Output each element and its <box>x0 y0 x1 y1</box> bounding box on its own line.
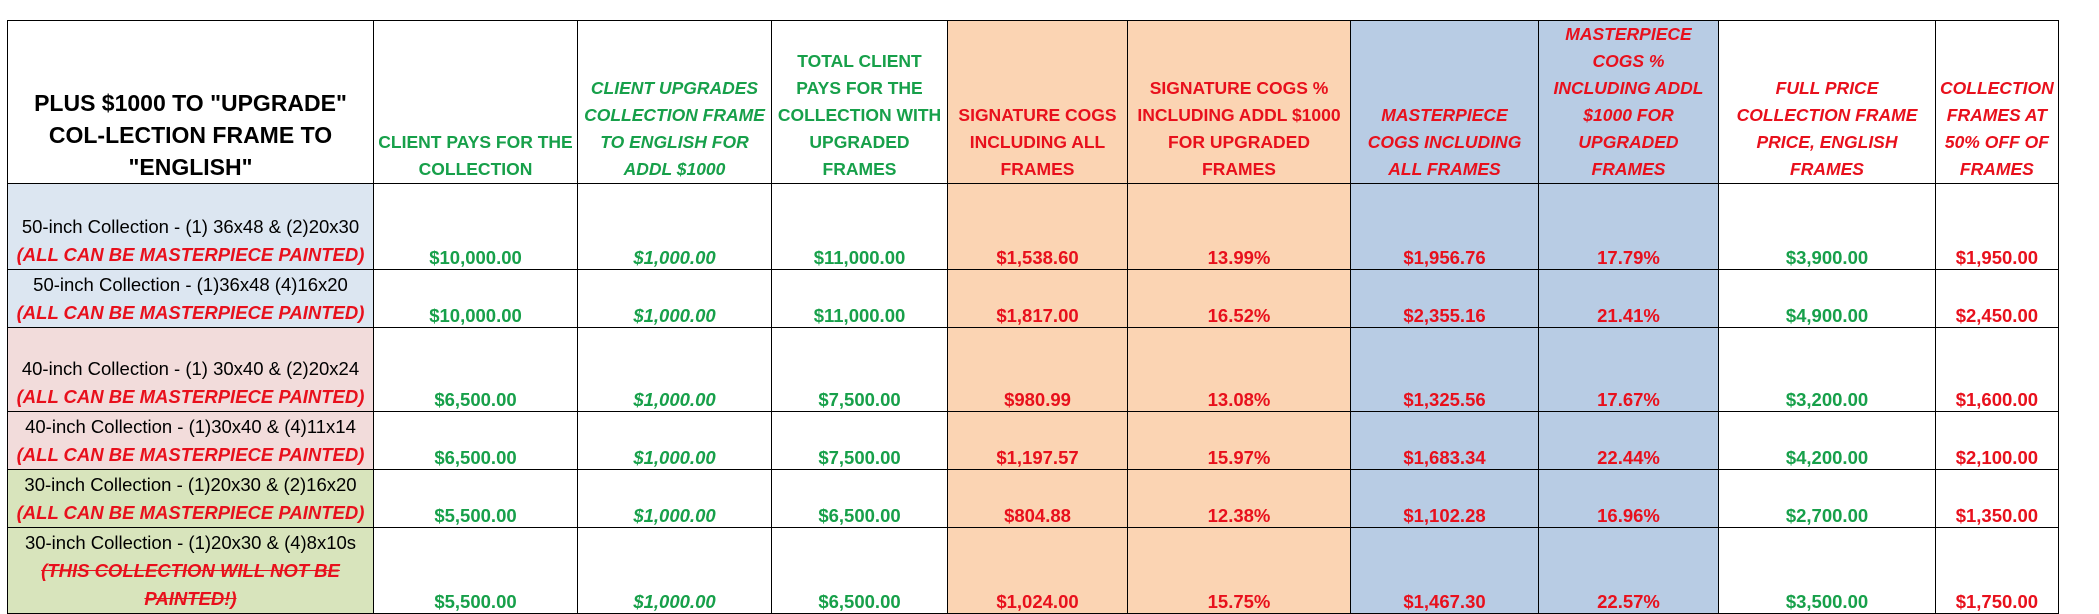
table-row <box>8 184 2059 270</box>
upgrade-cell[interactable]: $1,000.00 <box>578 328 772 412</box>
collection-cell[interactable] <box>8 412 374 470</box>
masterpiece-cogs-pct-cell[interactable]: 22.44% <box>1539 412 1719 470</box>
header-signature-cogs-pct[interactable]: SIGNATURE COGS % INCLUDING ADDL $1000 FOR UPGRADED FRAMES <box>1128 21 1351 184</box>
collection-cell[interactable] <box>8 470 374 528</box>
table-row <box>8 328 2059 412</box>
collection-name: 40-inch Collection - (1)30x40 & (4)11x14 <box>25 416 356 437</box>
masterpiece-cogs-pct-cell[interactable]: 17.67% <box>1539 328 1719 412</box>
signature-cogs-pct-cell[interactable]: 15.75% <box>1128 528 1351 614</box>
signature-cogs-cell[interactable]: $1,817.00 <box>948 270 1128 328</box>
signature-cogs-cell[interactable]: $980.99 <box>948 328 1128 412</box>
frames-50-off-cell[interactable]: $1,950.00 <box>1936 184 2059 270</box>
collection-note: (ALL CAN BE MASTERPIECE PAINTED) <box>16 386 365 407</box>
signature-cogs-cell[interactable]: $1,024.00 <box>948 528 1128 614</box>
full-price-frames-cell[interactable]: $4,900.00 <box>1719 270 1936 328</box>
header-masterpiece-cogs-pct[interactable]: MASTERPIECE COGS % INCLUDING ADDL $1000 FOR UPGRADED FRAMES <box>1539 21 1719 184</box>
masterpiece-cogs-cell[interactable]: $2,355.16 <box>1351 270 1539 328</box>
collection-cell[interactable] <box>8 328 374 412</box>
upgrade-cell[interactable]: $1,000.00 <box>578 184 772 270</box>
frames-50-off-cell[interactable]: $1,600.00 <box>1936 328 2059 412</box>
table-row <box>8 528 2059 614</box>
upgrade-cell[interactable]: $1,000.00 <box>578 412 772 470</box>
header-full-price-frames[interactable]: FULL PRICE COLLECTION FRAME PRICE, ENGLISH FRAMES <box>1719 21 1936 184</box>
pricing-table <box>7 20 2059 614</box>
total-client-pays-cell[interactable]: $7,500.00 <box>772 412 948 470</box>
upgrade-cell[interactable]: $1,000.00 <box>578 470 772 528</box>
client-pays-cell[interactable]: $5,500.00 <box>374 528 578 614</box>
signature-cogs-pct-cell[interactable]: 13.08% <box>1128 328 1351 412</box>
client-pays-cell[interactable]: $6,500.00 <box>374 328 578 412</box>
masterpiece-cogs-pct-cell[interactable]: 21.41% <box>1539 270 1719 328</box>
collection-name: 50-inch Collection - (1)36x48 (4)16x20 <box>33 274 348 295</box>
full-price-frames-cell[interactable]: $2,700.00 <box>1719 470 1936 528</box>
header-signature-cogs[interactable]: SIGNATURE COGS INCLUDING ALL FRAMES <box>948 21 1128 184</box>
collection-note: (ALL CAN BE MASTERPIECE PAINTED) <box>16 244 365 265</box>
full-price-frames-cell[interactable]: $4,200.00 <box>1719 412 1936 470</box>
collection-note: (ALL CAN BE MASTERPIECE PAINTED) <box>16 444 365 465</box>
masterpiece-cogs-cell[interactable]: $1,956.76 <box>1351 184 1539 270</box>
header-row <box>8 21 2059 184</box>
frames-50-off-cell[interactable]: $1,350.00 <box>1936 470 2059 528</box>
signature-cogs-pct-cell[interactable]: 12.38% <box>1128 470 1351 528</box>
signature-cogs-pct-cell[interactable]: 15.97% <box>1128 412 1351 470</box>
upgrade-cell[interactable]: $1,000.00 <box>578 270 772 328</box>
frames-50-off-cell[interactable]: $2,450.00 <box>1936 270 2059 328</box>
header-masterpiece-cogs[interactable]: MASTERPIECE COGS INCLUDING ALL FRAMES <box>1351 21 1539 184</box>
masterpiece-cogs-cell[interactable]: $1,325.56 <box>1351 328 1539 412</box>
header-client-pays[interactable]: CLIENT PAYS FOR THE COLLECTION <box>374 21 578 184</box>
masterpiece-cogs-pct-cell[interactable]: 17.79% <box>1539 184 1719 270</box>
masterpiece-cogs-cell[interactable]: $1,102.28 <box>1351 470 1539 528</box>
signature-cogs-pct-cell[interactable]: 13.99% <box>1128 184 1351 270</box>
total-client-pays-cell[interactable]: $6,500.00 <box>772 528 948 614</box>
table-row <box>8 412 2059 470</box>
header-client-upgrades[interactable]: CLIENT UPGRADES COLLECTION FRAME TO ENGLISH FOR ADDL $1000 <box>578 21 772 184</box>
collection-cell[interactable] <box>8 184 374 270</box>
signature-cogs-cell[interactable]: $1,538.60 <box>948 184 1128 270</box>
total-client-pays-cell[interactable]: $7,500.00 <box>772 328 948 412</box>
collection-name: 50-inch Collection - (1) 36x48 & (2)20x30 <box>21 216 360 237</box>
masterpiece-cogs-cell[interactable]: $1,683.34 <box>1351 412 1539 470</box>
client-pays-cell[interactable]: $10,000.00 <box>374 270 578 328</box>
header-collection[interactable]: PLUS $1000 TO "UPGRADE" COL-LECTION FRAME TO "ENGLISH" <box>8 21 374 184</box>
upgrade-cell[interactable]: $1,000.00 <box>578 528 772 614</box>
client-pays-cell[interactable]: $6,500.00 <box>374 412 578 470</box>
frames-50-off-cell[interactable]: $1,750.00 <box>1936 528 2059 614</box>
full-price-frames-cell[interactable]: $3,500.00 <box>1719 528 1936 614</box>
client-pays-cell[interactable]: $10,000.00 <box>374 184 578 270</box>
total-client-pays-cell[interactable]: $11,000.00 <box>772 270 948 328</box>
table-row <box>8 270 2059 328</box>
header-frames-50-off[interactable]: COLLECTION FRAMES AT 50% OFF OF FRAMES <box>1936 21 2059 184</box>
collection-note: (ALL CAN BE MASTERPIECE PAINTED) <box>16 502 365 523</box>
full-price-frames-cell[interactable]: $3,900.00 <box>1719 184 1936 270</box>
full-price-frames-cell[interactable]: $3,200.00 <box>1719 328 1936 412</box>
table-row <box>8 470 2059 528</box>
masterpiece-cogs-cell[interactable]: $1,467.30 <box>1351 528 1539 614</box>
signature-cogs-cell[interactable]: $1,197.57 <box>948 412 1128 470</box>
total-client-pays-cell[interactable]: $11,000.00 <box>772 184 948 270</box>
frames-50-off-cell[interactable]: $2,100.00 <box>1936 412 2059 470</box>
collection-name: 30-inch Collection - (1)20x30 & (4)8x10s <box>24 532 357 553</box>
masterpiece-cogs-pct-cell[interactable]: 22.57% <box>1539 528 1719 614</box>
client-pays-cell[interactable]: $5,500.00 <box>374 470 578 528</box>
signature-cogs-cell[interactable]: $804.88 <box>948 470 1128 528</box>
collection-cell[interactable] <box>8 528 374 614</box>
collection-note: (ALL CAN BE MASTERPIECE PAINTED) <box>16 302 365 323</box>
total-client-pays-cell[interactable]: $6,500.00 <box>772 470 948 528</box>
header-total-client-pays[interactable]: TOTAL CLIENT PAYS FOR THE COLLECTION WITH UPGRADED FRAMES <box>772 21 948 184</box>
collection-cell[interactable] <box>8 270 374 328</box>
collection-note: (THIS COLLECTION WILL NOT BE PAINTED!) <box>41 560 340 609</box>
collection-name: 40-inch Collection - (1) 30x40 & (2)20x24 <box>21 358 360 379</box>
masterpiece-cogs-pct-cell[interactable]: 16.96% <box>1539 470 1719 528</box>
signature-cogs-pct-cell[interactable]: 16.52% <box>1128 270 1351 328</box>
collection-name: 30-inch Collection - (1)20x30 & (2)16x20 <box>24 474 357 495</box>
